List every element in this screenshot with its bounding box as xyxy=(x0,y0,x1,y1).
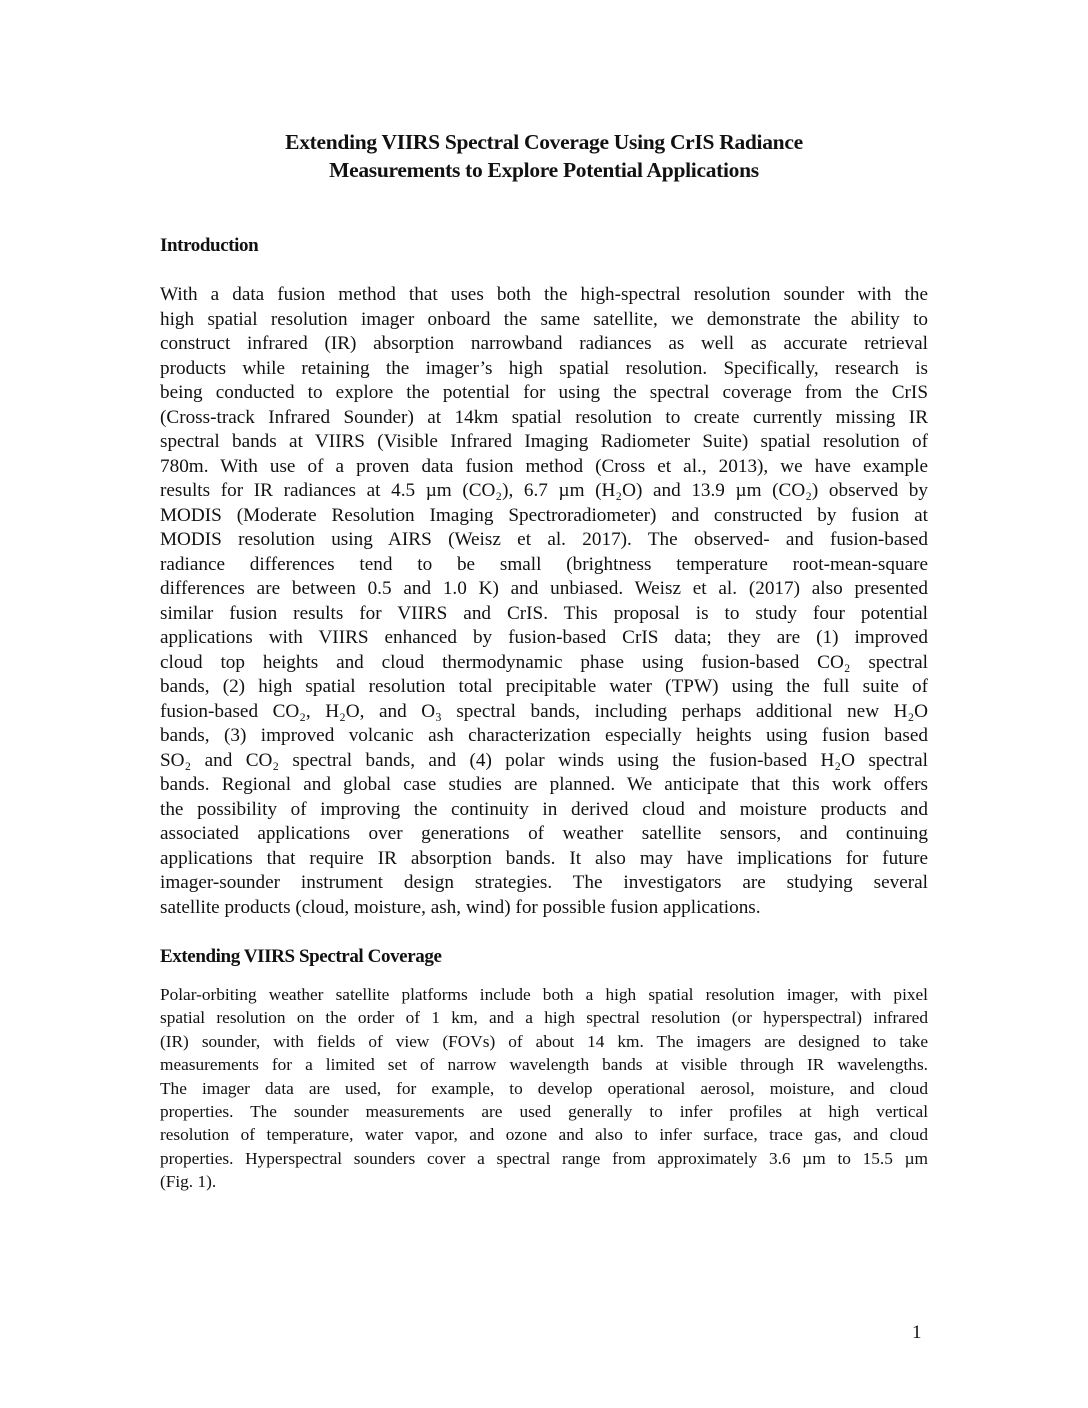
page-number: 1 xyxy=(912,1322,922,1343)
text-line: 780m. With use of a proven data fusion method (Cross et al., 2013), we have example xyxy=(160,455,928,477)
text-line: properties. The sounder measurements are used generally to infer profiles at high vertical xyxy=(160,1102,928,1122)
text-line: properties. Hyperspectral sounders cover a spectral range from approximately 3.6 µm to 15.5 µm xyxy=(160,1148,928,1168)
text-line: MODIS (Moderate Resolution Imaging Spectroradiometer) and constructed by fusion at xyxy=(160,504,928,526)
text-line: (IR) sounder, with fields of view (FOVs) of about 14 km. The imagers are designed to take xyxy=(160,1031,928,1051)
text-line: high spatial resolution imager onboard the same satellite, we demonstrate the ability to xyxy=(160,308,928,330)
text-line: SO₂ and CO₂ spectral bands, and (4) polar winds using the fusion-based H₂O spectral xyxy=(160,749,928,771)
text-line: satellite products (cloud, moisture, ash, wind) for possible fusion applications. xyxy=(160,896,761,918)
text-line: bands, (3) improved volcanic ash characterization especially heights using fusion based xyxy=(160,725,928,746)
document-title xyxy=(160,128,928,184)
introduction-paragraph xyxy=(160,283,928,920)
text-line: Polar-orbiting weather satellite platforms include both a high spatial resolution imager, with pixel xyxy=(160,985,928,1004)
text-line: applications with VIIRS enhanced by fusion-based CrIS data; they are (1) improved xyxy=(160,627,928,648)
text-line: differences are between 0.5 and 1.0 K) and unbiased. Weisz et al. (2017) also presented xyxy=(160,578,928,599)
text-line: spatial resolution on the order of 1 km, and a high spectral resolution (or hyperspectral) infrared xyxy=(160,1008,928,1028)
text-line: MODIS resolution using AIRS (Weisz et al. 2017). The observed- and fusion-based xyxy=(160,529,928,550)
text-line: fusion-based CO₂, H₂O, and O₃ spectral bands, including perhaps additional new H₂O xyxy=(160,700,928,722)
text-line: applications that require IR absorption bands. It also may have implications for future xyxy=(160,847,928,869)
text-line: cloud top heights and cloud thermodynamic phase using fusion-based CO₂ spectral xyxy=(160,651,928,673)
text-line: construct infrared (IR) absorption narrowband radiances as well as accurate retrieval xyxy=(160,333,928,354)
text-line: bands, (2) high spatial resolution total precipitable water (TPW) using the full suite of xyxy=(160,676,928,697)
section-heading-introduction: Introduction xyxy=(160,235,259,256)
text-line: spectral bands at VIIRS (Visible Infrared Imaging Radiometer Suite) spatial resolution of xyxy=(160,431,928,452)
text-line: radiance differences tend to be small (brightness temperature root-mean-square xyxy=(160,553,928,575)
text-line: being conducted to explore the potential for using the spectral coverage from the CrIS xyxy=(160,382,928,403)
text-line: The imager data are used, for example, to develop operational aerosol, moisture, and cloud xyxy=(160,1078,928,1098)
text-line: measurements for a limited set of narrow wavelength bands at visible through IR wavelengths. xyxy=(160,1055,928,1075)
extending-viirs-paragraph xyxy=(160,983,928,1194)
text-line: With a data fusion method that uses both the high-spectral resolution sounder with the xyxy=(160,284,928,305)
text-line: the possibility of improving the continuity in derived cloud and moisture products and xyxy=(160,798,928,820)
text-line: results for IR radiances at 4.5 µm (CO₂), 6.7 µm (H₂O) and 13.9 µm (CO₂) observed by xyxy=(160,480,928,501)
title-line-1: Extending VIIRS Spectral Coverage Using CrIS Radiance xyxy=(285,130,803,154)
text-line: similar fusion results for VIIRS and CrIS. This proposal is to study four potential xyxy=(160,602,928,624)
text-line: bands. Regional and global case studies are planned. We anticipate that this work offers xyxy=(160,774,928,795)
text-line: associated applications over generations of weather satellite sensors, and continuing xyxy=(160,823,928,844)
text-line: products while retaining the imager’s high spatial resolution. Specifically, research is xyxy=(160,357,928,379)
text-line: imager-sounder instrument design strategies. The investigators are studying several xyxy=(160,872,928,893)
text-line: (Cross-track Infrared Sounder) at 14km spatial resolution to create currently missing IR xyxy=(160,406,928,428)
text-line: (Fig. 1). xyxy=(160,1172,217,1192)
text-line: resolution of temperature, water vapor, and ozone and also to infer surface, trace gas, and cloud xyxy=(160,1125,928,1145)
title-line-2: Measurements to Explore Potential Applications xyxy=(329,158,759,182)
section-heading-extending-viirs: Extending VIIRS Spectral Coverage xyxy=(160,946,442,967)
